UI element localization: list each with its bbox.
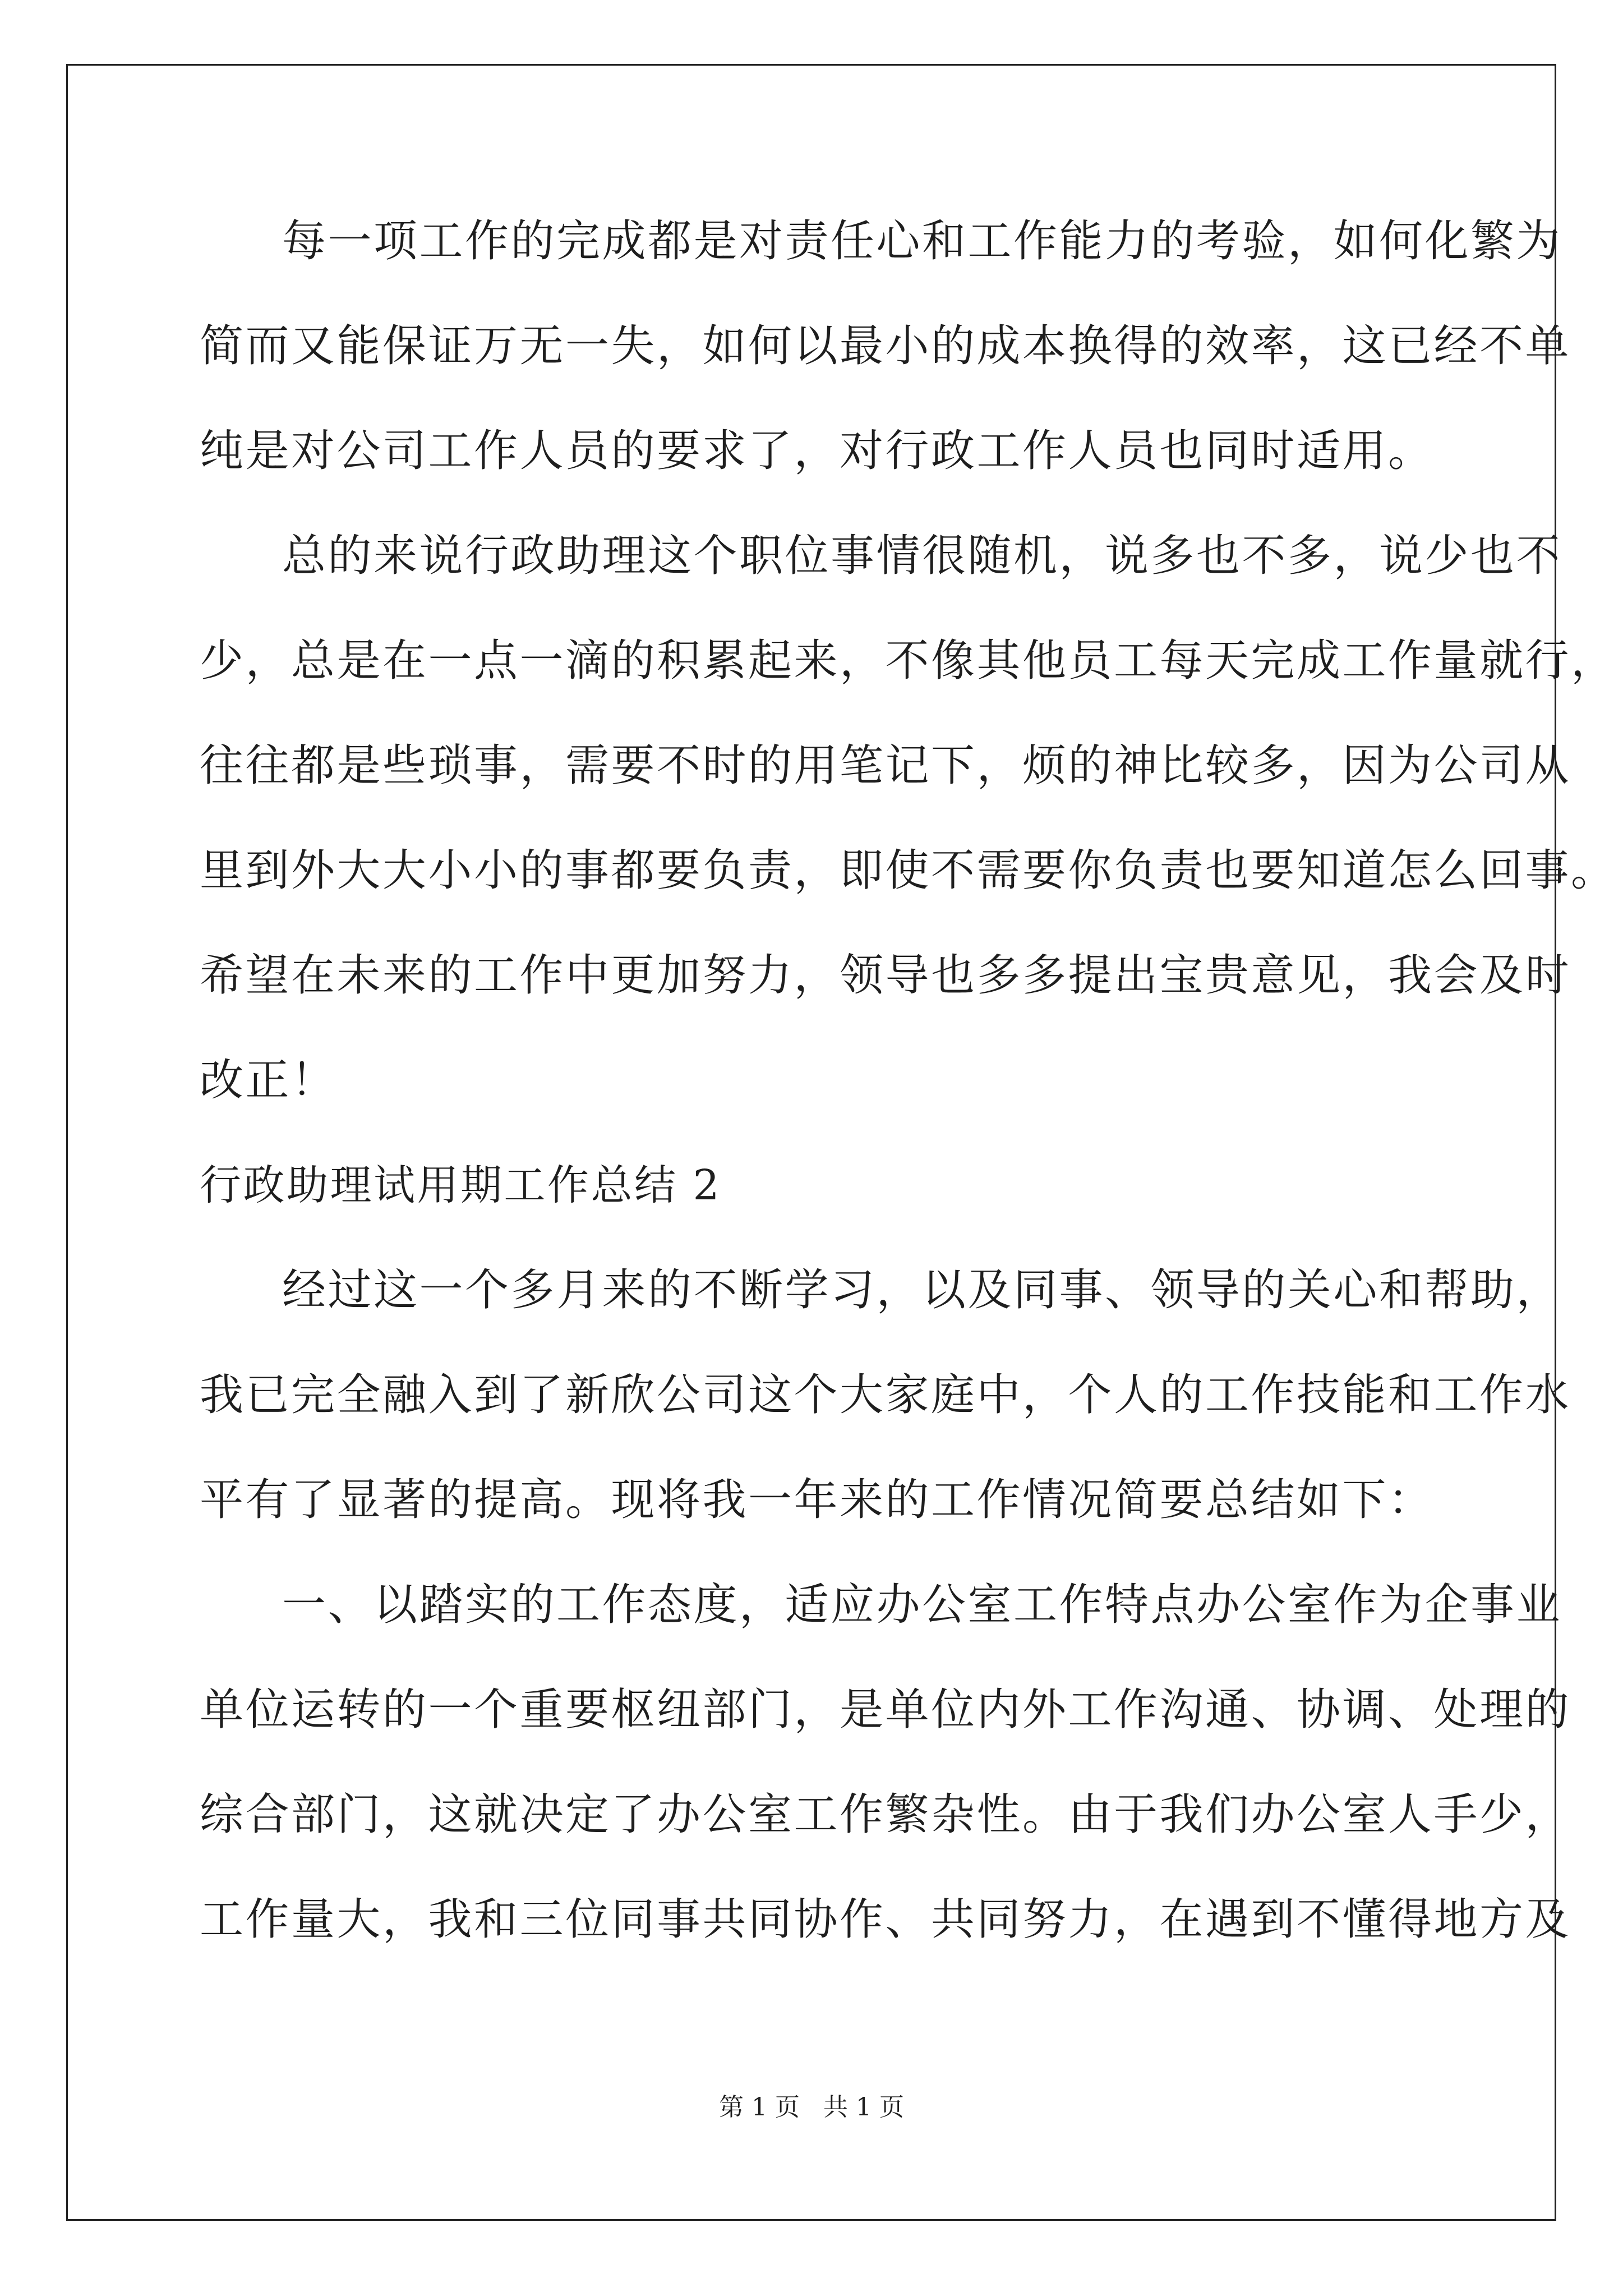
text-line: 少，总是在一点一滴的积累起来，不像其他员工每天完成工作量就行，	[200, 636, 1617, 686]
text-line: 希望在未来的工作中更加努力，领导也多多提出宝贵意见，我会及时	[200, 950, 1571, 1001]
text-line: 单位运转的一个重要枢纽部门，是单位内外工作沟通、协调、处理的	[200, 1685, 1571, 1735]
page-number: 第 1 页	[719, 2093, 800, 2122]
text-line: 工作量大，我和三位同事共同协作、共同努力，在遇到不懂得地方及	[200, 1894, 1571, 1945]
text-line: 纯是对公司工作人员的要求了，对行政工作人员也同时适用。	[200, 426, 1434, 476]
text-line: 往往都是些琐事，需要不时的用笔记下，烦的神比较多，因为公司从	[200, 740, 1571, 791]
text-line: 平有了显著的提高。现将我一年来的工作情况简要总结如下：	[200, 1475, 1434, 1525]
text-line: 改正！	[200, 1055, 337, 1106]
text-line: 里到外大大小小的事都要负责，即使不需要你负责也要知道怎么回事。	[200, 845, 1617, 896]
page-footer	[0, 2087, 1623, 2123]
text-line: 简而又能保证万无一失，如何以最小的成本换得的效率，这已经不单	[200, 321, 1571, 371]
text-line: 综合部门，这就决定了办公室工作繁杂性。由于我们办公室人手少，	[200, 1789, 1571, 1840]
page-total: 共 1 页	[823, 2093, 904, 2122]
text-line: 一、以踏实的工作态度，适应办公室工作特点办公室作为企事业	[282, 1580, 1562, 1630]
text-line: 每一项工作的完成都是对责任心和工作能力的考验，如何化繁为	[282, 216, 1562, 266]
document-body	[200, 210, 1617, 1994]
text-line: 经过这一个多月来的不断学习，以及同事、领导的关心和帮助，	[282, 1265, 1562, 1315]
text-line: 总的来说行政助理这个职位事情很随机，说多也不多，说少也不	[282, 531, 1562, 581]
text-line: 我已完全融入到了新欣公司这个大家庭中，个人的工作技能和工作水	[200, 1370, 1571, 1420]
section-heading: 行政助理试用期工作总结 2	[200, 1161, 722, 1209]
